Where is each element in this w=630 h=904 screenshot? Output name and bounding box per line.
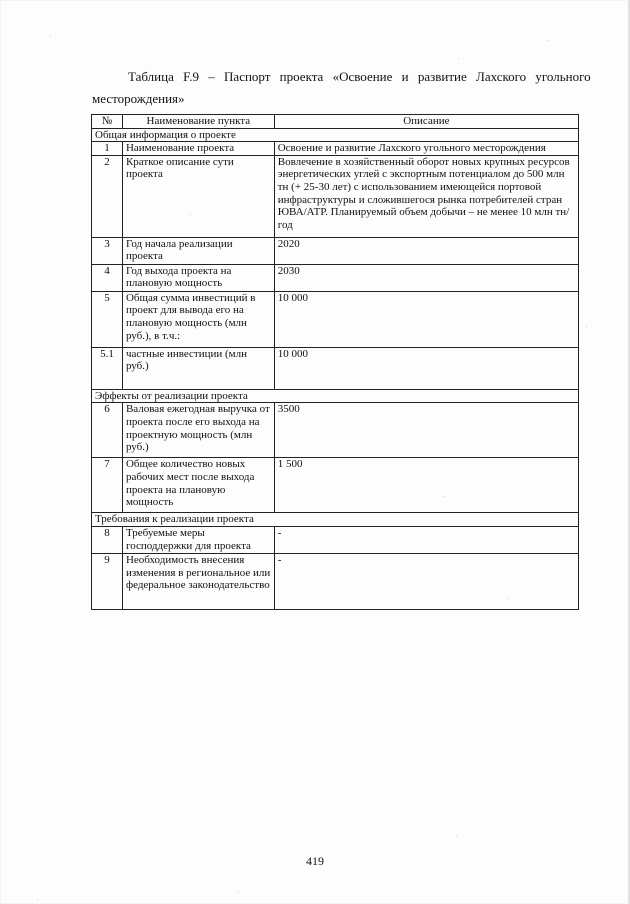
row-name: Необходимость внесения изменения в региональное или федеральное законодательство	[122, 553, 274, 609]
table-row	[92, 347, 579, 389]
row-desc: -	[274, 553, 578, 609]
scan-speck	[458, 58, 459, 59]
row-name: Наименование проекта	[122, 142, 274, 156]
row-desc: Освоение и развитие Лахского угольного месторождения	[274, 142, 578, 156]
row-num: 5	[92, 291, 123, 347]
row-desc: 2030	[274, 264, 578, 291]
row-num: 7	[92, 458, 123, 513]
scan-speck	[456, 835, 457, 836]
row-num: 5.1	[92, 347, 123, 389]
table-row	[92, 526, 579, 553]
row-num: 3	[92, 237, 123, 264]
scan-speck	[508, 598, 509, 599]
caption-line-2: месторождения»	[92, 91, 185, 106]
table-row	[92, 264, 579, 291]
table-caption	[92, 66, 591, 110]
caption-line-1: Таблица F.9 – Паспорт проекта «Освоение и развитие Лахского угольного	[128, 69, 591, 84]
header-name: Наименование пункта	[122, 115, 274, 129]
table-header-row	[92, 115, 579, 129]
row-name: Общая сумма инвестиций в проект для вывода его на плановую мощность (млн руб.), в т.ч.:	[122, 291, 274, 347]
table-row	[92, 458, 579, 513]
row-num: 9	[92, 553, 123, 609]
table-row	[92, 553, 579, 609]
row-desc: Вовлечение в хозяйственный оборот новых крупных ресурсов энергетических углей с экспортным потенциалом до 500 млн тн (+ 25-30 лет) с использованием имеющейся портовой инфраструктуры и сложившегося рынка потребителей стран ЮВА/АТР. Планируемый объем добычи – не менее 10 млн тн/год	[274, 155, 578, 237]
row-num: 2	[92, 155, 123, 237]
row-num: 4	[92, 264, 123, 291]
table-row	[92, 403, 579, 458]
scan-speck	[586, 326, 587, 327]
scan-speck	[238, 891, 239, 892]
scan-speck	[443, 496, 444, 497]
scan-speck	[50, 36, 51, 37]
row-desc: 2020	[274, 237, 578, 264]
header-desc: Описание	[274, 115, 578, 129]
page-number: 419	[306, 854, 324, 868]
scan-speck	[37, 899, 38, 900]
row-name: Общее количество новых рабочих мест после выхода проекта на плановую мощность	[122, 458, 274, 513]
section-row-requirements	[92, 513, 579, 527]
row-num: 1	[92, 142, 123, 156]
row-desc: -	[274, 526, 578, 553]
row-desc: 10 000	[274, 291, 578, 347]
row-desc: 3500	[274, 403, 578, 458]
table-row	[92, 142, 579, 156]
section-title-effects: Эффекты от реализации проекта	[92, 389, 579, 403]
row-name: частные инвестиции (млн руб.)	[122, 347, 274, 389]
scan-speck	[190, 214, 191, 215]
row-name: Требуемые меры господдержки для проекта	[122, 526, 274, 553]
row-desc: 1 500	[274, 458, 578, 513]
table-row	[92, 291, 579, 347]
section-title-general: Общая информация о проекте	[92, 128, 579, 142]
table-row	[92, 155, 579, 237]
row-name: Краткое описание сути проекта	[122, 155, 274, 237]
row-num: 8	[92, 526, 123, 553]
scan-speck	[548, 40, 549, 41]
row-name: Год начала реализации проекта	[122, 237, 274, 264]
section-title-requirements: Требования к реализации проекта	[92, 513, 579, 527]
header-num: №	[92, 115, 123, 129]
project-passport-table	[91, 114, 579, 610]
row-name: Год выхода проекта на плановую мощность	[122, 264, 274, 291]
row-num: 6	[92, 403, 123, 458]
section-row-general	[92, 128, 579, 142]
row-desc: 10 000	[274, 347, 578, 389]
section-row-effects	[92, 389, 579, 403]
row-name: Валовая ежегодная выручка от проекта после его выхода на проектную мощность (млн руб.)	[122, 403, 274, 458]
table-row	[92, 237, 579, 264]
